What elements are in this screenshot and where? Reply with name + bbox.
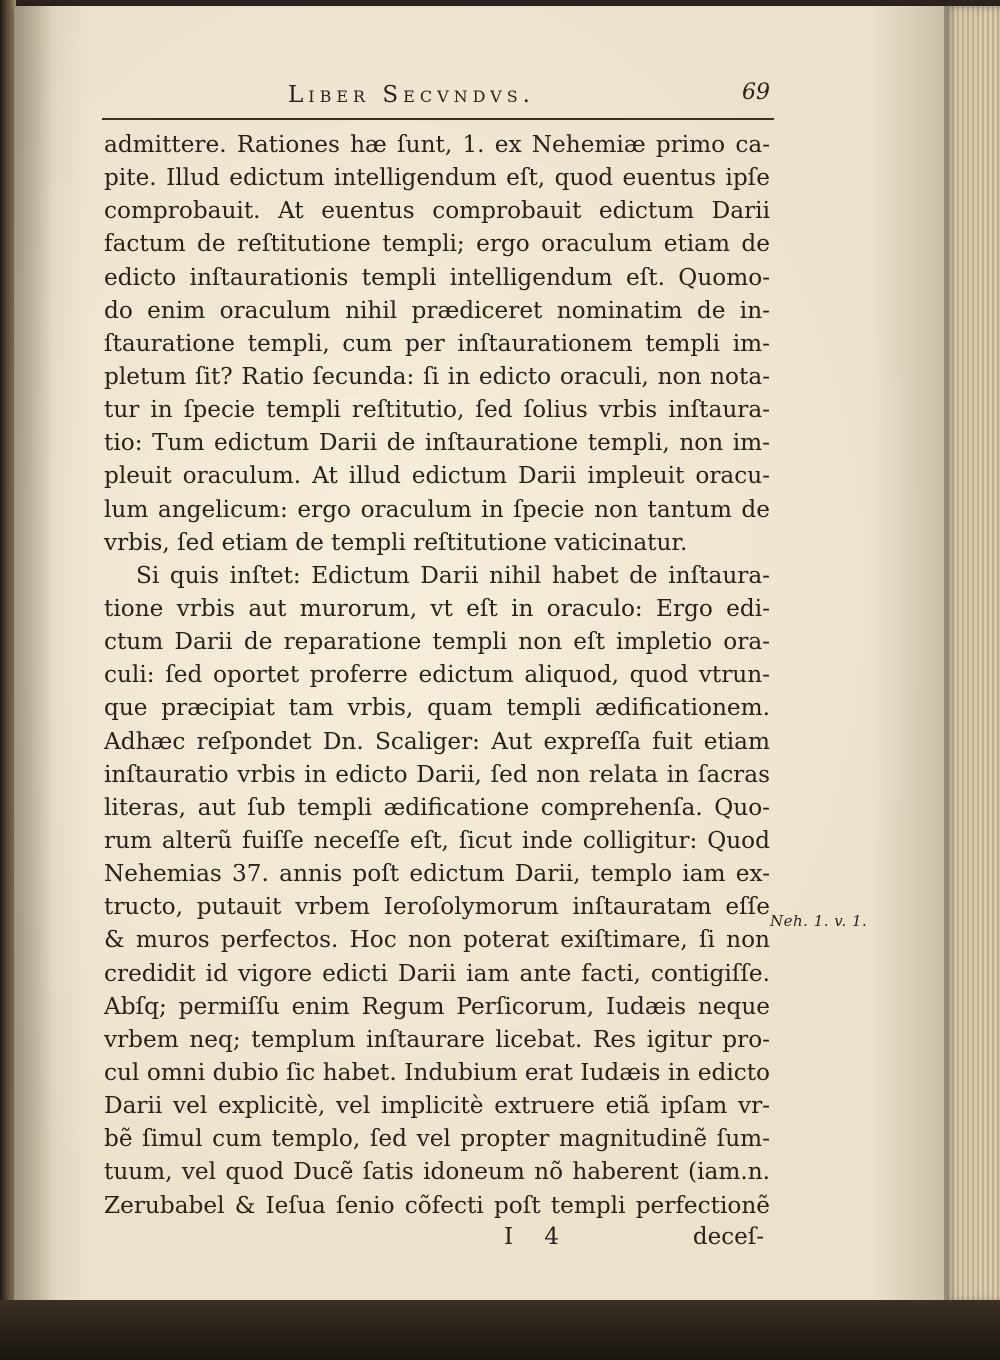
text-line: tur in ſpecie templi reſtitutio, ſed ſolius vrbis inſtaura-: [104, 396, 770, 424]
text-line: pletum ſit? Ratio ſecunda: ſi in edicto oraculi, non nota-: [104, 362, 770, 390]
text-line: bẽ ſimul cum templo, ſed vel propter magnitudinẽ ſum-: [104, 1125, 770, 1153]
catchword: deceſ-: [692, 1224, 764, 1250]
text-line: lum angelicum: ergo oraculum in ſpecie non tantum de: [104, 495, 770, 523]
text-line: vrbis, ſed etiam de templi reſtitutione vaticinatur.: [104, 528, 688, 556]
text-line: culi: ſed oportet proferre edictum aliquod, quod vtrun-: [104, 661, 770, 689]
running-title: Liber Secvndvs.: [288, 82, 535, 108]
page-footer: [104, 1224, 770, 1258]
signature-mark: I 4: [504, 1224, 572, 1250]
running-header: [102, 78, 774, 114]
text-line: Darii vel explicitè, vel implicitè extruere etiã ipſam vr-: [104, 1092, 770, 1120]
text-line: ſtauratione templi, cum per inſtaurationem templi im-: [104, 329, 770, 357]
body-text: [104, 128, 770, 1222]
header-rule: [102, 118, 774, 120]
text-line: factum de reſtitutione templi; ergo oraculum etiam de: [104, 230, 770, 258]
page-number: 69: [742, 80, 770, 105]
text-line: admittere. Rationes hæ ſunt, 1. ex Nehemiæ primo ca-: [104, 131, 770, 158]
text-line: que præcipiat tam vrbis, quam templi ædificationem.: [104, 694, 770, 722]
text-line: ctum Darii de reparatione templi non eſt impletio ora-: [104, 628, 770, 656]
text-line: do enim oraculum nihil prædiceret nominatim de in-: [104, 296, 770, 324]
text-line: pite. Illud edictum intelligendum eſt, quod euentus ipſe: [104, 164, 770, 192]
text-line: Nehemias 37. annis poſt edictum Darii, templo iam ex-: [104, 860, 770, 888]
text-line: rum alterũ fuiſſe neceſſe eſt, ſicut inde colligitur: Quod: [104, 826, 770, 854]
text-line: vrbem neq; templum inſtaurare licebat. Res igitur pro-: [104, 1025, 770, 1053]
text-line: tione vrbis aut murorum, vt eſt in oraculo: Ergo edi-: [104, 594, 770, 622]
text-line: cul omni dubio ſic habet. Indubium erat Iudæis in edicto: [104, 1058, 770, 1086]
text-line: tuum, vel quod Ducẽ ſatis idoneum nõ haberent (iam.n.: [104, 1158, 770, 1186]
text-line: literas, aut ſub templi ædificatione comprehenſa. Quo-: [104, 793, 770, 821]
text-line: & muros perfectos. Hoc non poterat exiſtimare, ſi non: [104, 926, 770, 954]
text-line: edicto inſtaurationis templi intelligendum eſt. Quomo-: [104, 263, 770, 291]
text-line: pleuit oraculum. At illud edictum Darii impleuit oracu-: [104, 462, 770, 490]
text-line: Zerubabel & Ieſua ſenio cõfecti poſt templi perfectionẽ: [104, 1191, 770, 1219]
text-line: inſtauratio vrbis in edicto Darii, ſed non relata in ſacras: [104, 760, 770, 788]
text-line: tio: Tum edictum Darii de inſtauratione templi, non im-: [104, 429, 770, 457]
text-line: Adhæc reſpondet Dn. Scaliger: Aut expreſſa fuit etiam: [104, 727, 770, 755]
page-stack-edge: [944, 6, 1000, 1302]
marginal-note: Neh. 1. v. 1.: [770, 912, 868, 930]
text-line: tructo, putauit vrbem Ieroſolymorum inſtauratam eſſe: [104, 893, 770, 921]
text-line: credidit id vigore edicti Darii iam ante facti, contigiſſe.: [104, 959, 770, 987]
text-line: comprobauit. At euentus comprobauit edictum Darii: [104, 197, 770, 225]
book-bottom-edge: [0, 1300, 1000, 1360]
text-line: Abſq; permiſſu enim Regum Perſicorum, Iudæis neque: [104, 992, 770, 1020]
paragraph-start-line: Si quis inſtet: Edictum Darii nihil habet de inſtaura-: [136, 561, 770, 589]
